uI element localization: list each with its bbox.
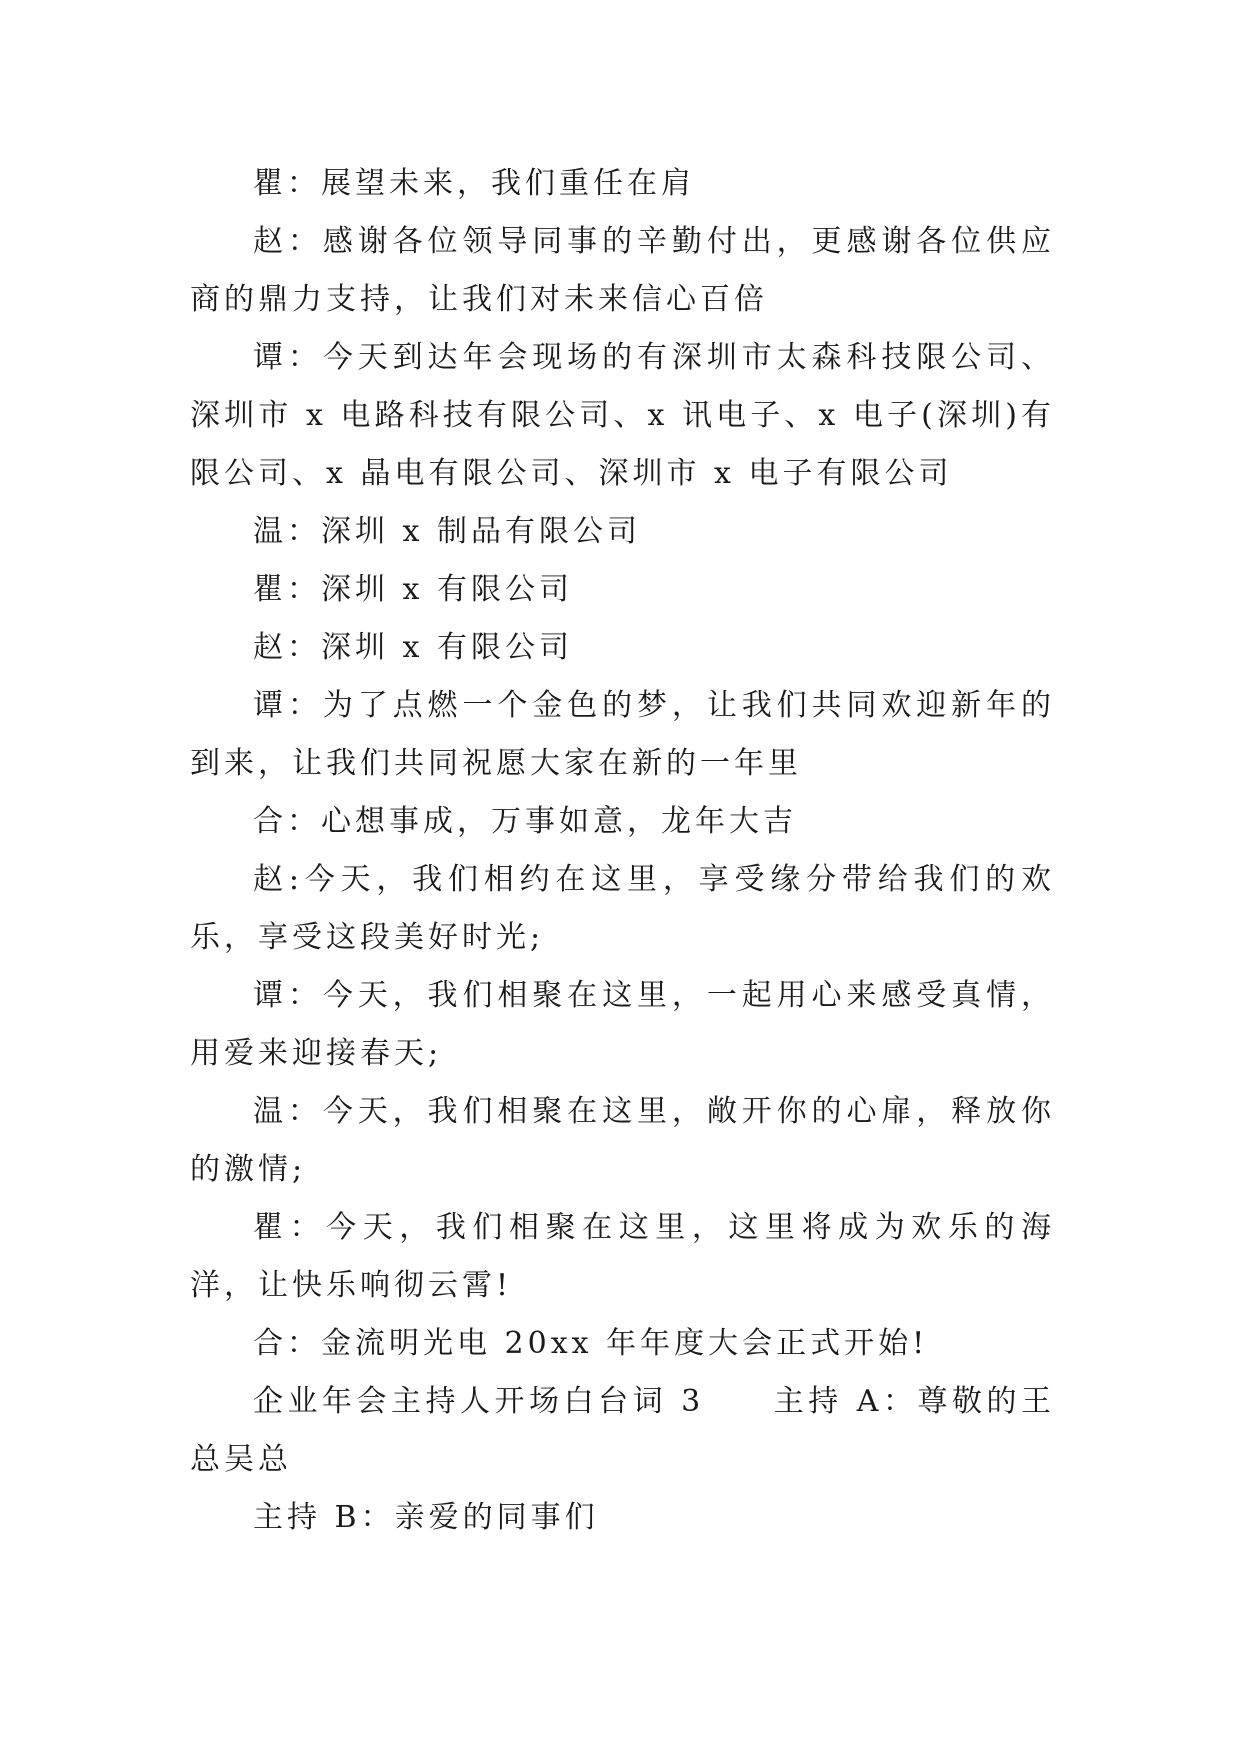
paragraph: 谭：今天，我们相聚在这里，一起用心来感受真情，用爱来迎接春天;	[190, 978, 1055, 1071]
paragraph: 企业年会主持人开场白台词 3 主持 A：尊敬的王总吴总	[190, 1384, 1055, 1477]
paragraph: 合：金流明光电 20xx 年年度大会正式开始!	[253, 1326, 929, 1361]
paragraph: 谭：为了点燃一个金色的梦，让我们共同欢迎新年的到来，让我们共同祝愿大家在新的一年里	[190, 688, 1055, 781]
paragraph: 赵:今天，我们相约在这里，享受缘分带给我们的欢乐，享受这段美好时光;	[190, 862, 1055, 955]
paragraph: 温：今天，我们相聚在这里，敞开你的心扉，释放你的激情;	[190, 1094, 1055, 1187]
paragraph: 合：心想事成，万事如意，龙年大吉	[253, 804, 797, 839]
paragraph: 主持 B：亲爱的同事们	[253, 1500, 599, 1535]
paragraph: 瞿：深圳 x 有限公司	[253, 572, 573, 607]
paragraph: 瞿：今天，我们相聚在这里，这里将成为欢乐的海洋，让快乐响彻云霄!	[190, 1210, 1055, 1303]
paragraph: 赵：感谢各位领导同事的辛勤付出，更感谢各位供应商的鼎力支持，让我们对未来信心百倍	[190, 224, 1055, 317]
paragraph: 瞿：展望未来，我们重任在肩	[253, 166, 695, 201]
paragraph: 温：深圳 x 制品有限公司	[253, 514, 641, 549]
paragraph: 谭：今天到达年会现场的有深圳市太森科技限公司、深圳市 x 电路科技有限公司、x 讯电子、x 电子(深圳)有限公司、x 晶电有限公司、深圳市 x 电子有限公司	[190, 340, 1055, 491]
document-page	[190, 155, 1055, 1547]
paragraph: 赵：深圳 x 有限公司	[253, 630, 573, 665]
